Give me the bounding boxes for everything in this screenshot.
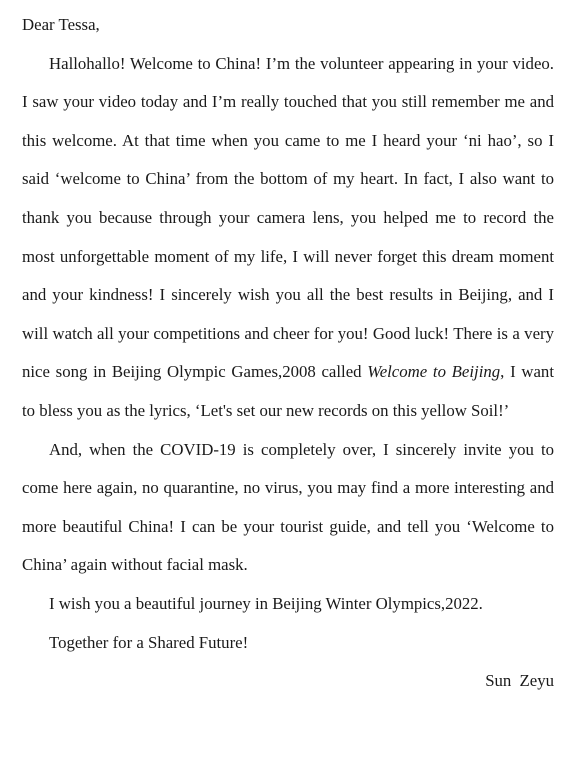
paragraph-1 (22, 45, 554, 431)
signature: Sun Zeyu (485, 671, 554, 691)
paragraph-1-text-b: , I want to bless you as the lyrics, ‘Let's set our new records on this yellow Soil!’ (22, 362, 554, 420)
song-title: Welcome to Beijing (367, 362, 501, 382)
paragraph-3: I wish you a beautiful journey in Beijing Winter Olympics,2022. (49, 593, 483, 613)
paragraph-1-text-a: Hallohallo! Welcome to China! I’m the volunteer appearing in your video. I saw your video today and I’m really touched that you still remember me and this welcome. At that time when you came to me I heard your ‘ni hao’, so I said ‘welcome to China’ from the bottom of my heart. In fact, I also want to thank you because through your camera lens, you helped me to record the most unforgettable moment of my life, I will never forget this dream moment and your kindness! I sincerely wish you all the best results in Beijing, and I will watch all your competitions and cheer for you! Good luck! There is a very nice song in Beijing Olympic Games,2008 called (22, 53, 554, 382)
paragraph-2: And, when the COVID-19 is completely over, I sincerely invite you to come here again, no quarantine, no virus, you may find a more interesting and more beautiful China! I can be your tourist guide, and tell you ‘Welcome to China’ again without facial mask. (22, 439, 554, 575)
salutation: Dear Tessa, (22, 15, 100, 34)
paragraph-4: Together for a Shared Future! (49, 632, 249, 652)
